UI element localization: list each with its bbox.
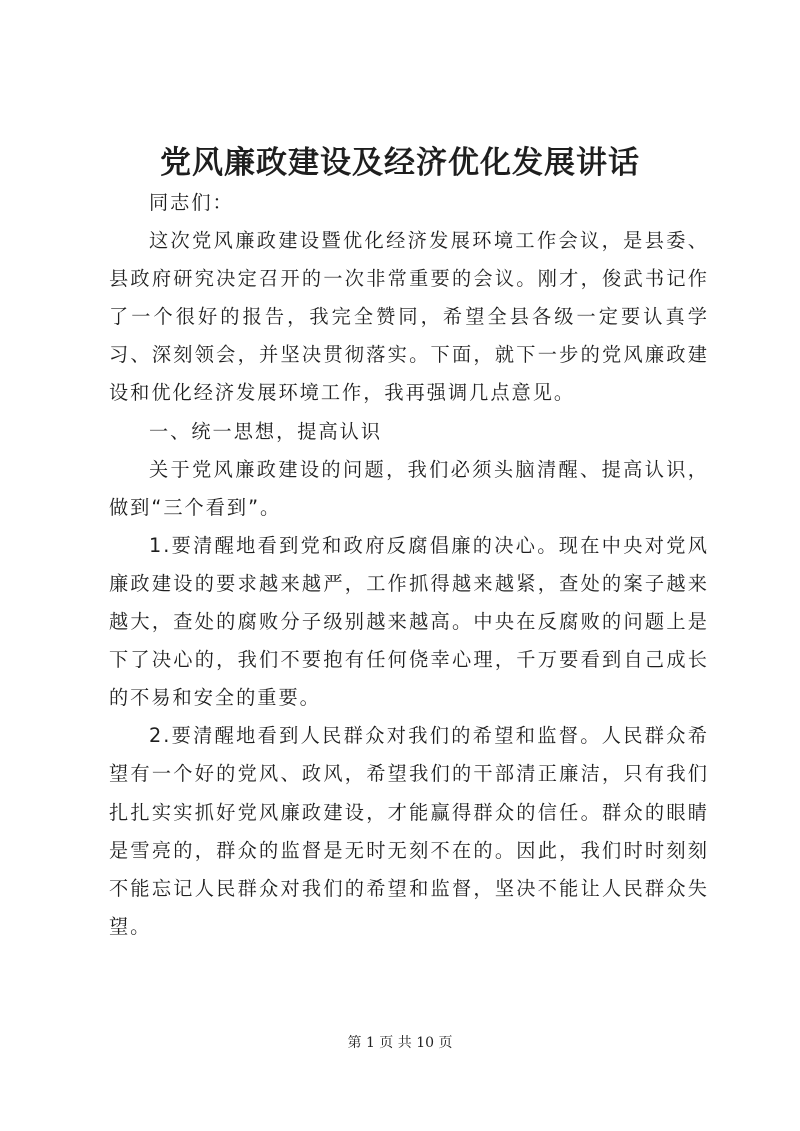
section-heading: 一、统一思想，提高认识: [149, 419, 383, 443]
intro-paragraph: 这次党风廉政建设暨优化经济发展环境工作会议，是县委、县政府研究决定召开的一次非常重要的会议。刚才，俊武书记作了一个很好的报告，我完全赞同，希望全县各级一定要认真学习、深刻领会，并坚决贯彻落实。下面，就下一步的党风廉政建设和优化经济发展环境工作，我再强调几点意见。: [109, 229, 709, 405]
body-paragraph: 2.要清醒地看到人民群众对我们的希望和监督。人民群众希望有一个好的党风、政风，希望我们的干部清正廉洁，只有我们扎扎实实抓好党风廉政建设，才能赢得群众的信任。群众的眼睛是雪亮的，群众的监督是无时无刻不在的。因此，我们时时刻刻不能忘记人民群众对我们的希望和监督，坚决不能让人民群众失望。: [109, 724, 709, 938]
page-footer: 第 1 页 共 10 页: [347, 1035, 453, 1051]
body-paragraph: 关于党风廉政建设的问题，我们必须头脑清醒、提高认识，做到“三个看到”。: [109, 457, 709, 519]
salutation-paragraph: 同志们：: [149, 191, 234, 214]
document-title: 党风廉政建设及经济优化发展讲话: [160, 145, 640, 181]
body-paragraph: 1.要清醒地看到党和政府反腐倡廉的决心。现在中央对党风廉政建设的要求越来越严，工作抓得越来越紧，查处的案子越来越大，查处的腐败分子级别越来越高。中央在反腐败的问题上是下了决心的，我们不要抱有任何侥幸心理，千万要看到自己成长的不易和安全的重要。: [109, 533, 709, 710]
document-body: [109, 184, 709, 946]
